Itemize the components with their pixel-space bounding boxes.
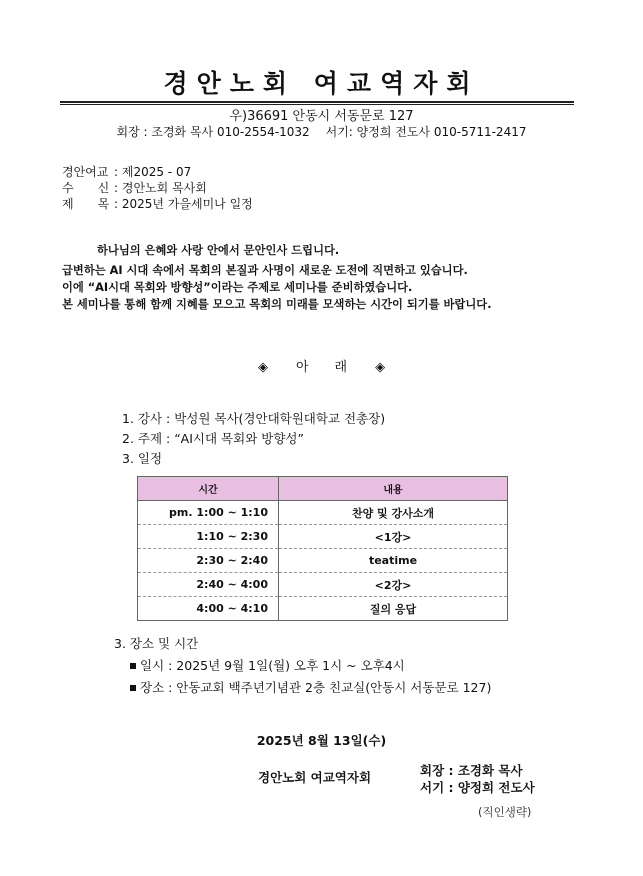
table-row <box>138 597 508 621</box>
document-title: 경안노회 여교역자회 <box>163 69 480 98</box>
content-cell: <1강> <box>279 525 508 549</box>
body-line-4: 본 세미나를 통해 함께 지혜를 모으고 목회의 미래를 모색하는 시간이 되기를 바랍니다. <box>62 298 492 311</box>
square-bullet-icon <box>130 663 136 669</box>
time-cell: 1:10 ~ 2:30 <box>138 525 279 549</box>
issue-date: 2025년 8월 13일(수) <box>256 733 387 748</box>
recipient-label: 수 신 <box>62 181 110 195</box>
location-text: 장소 : 안동교회 백주년기념관 2층 친교실(안동시 서동문로 127) <box>140 680 492 695</box>
table-header-row <box>138 477 508 501</box>
contact-line <box>0 123 643 140</box>
doc-number-value: : 제2025 - 07 <box>114 165 192 179</box>
secretary-contact: 서기: 양정희 전도사 010-5711-2417 <box>325 125 527 139</box>
secretary-signature: 서기 : 양정희 전도사 <box>420 780 535 795</box>
content-cell: <2강> <box>279 573 508 597</box>
table-row <box>138 549 508 573</box>
address: 우)36691 안동시 서동문로 127 <box>229 109 414 124</box>
time-cell: 2:30 ~ 2:40 <box>138 549 279 573</box>
section-heading <box>0 356 643 375</box>
president-signature: 회장 : 조경화 목사 <box>420 763 523 778</box>
title-rule-thick <box>60 101 574 103</box>
table-row <box>138 525 508 549</box>
content-column-header: 내용 <box>279 477 508 501</box>
time-cell: 4:00 ~ 4:10 <box>138 597 279 621</box>
table-row <box>138 501 508 525</box>
organization-name: 경안노회 여교역자회 <box>258 770 372 785</box>
square-bullet-icon <box>130 685 136 691</box>
content-cell: 질의 응답 <box>279 597 508 621</box>
greeting-line: 하나님의 은혜와 사랑 안에서 문안인사 드립니다. <box>97 244 340 257</box>
subject <box>62 195 253 212</box>
speaker-item: 1. 강사 : 박성원 목사(경안대학원대학교 전총장) <box>122 411 386 426</box>
doc-number-label: 경안여교 <box>62 165 109 179</box>
subject-value: : 2025년 가을세미나 일정 <box>114 197 253 211</box>
place-heading: 3. 장소 및 시간 <box>114 636 199 651</box>
time-cell: pm. 1:00 ~ 1:10 <box>138 501 279 525</box>
schedule-item: 3. 일정 <box>122 451 163 466</box>
schedule-table <box>137 476 508 621</box>
datetime-text: 일시 : 2025년 9월 1일(월) 오후 1시 ~ 오후4시 <box>140 658 405 673</box>
table-row <box>138 573 508 597</box>
content-cell: teatime <box>279 549 508 573</box>
content-cell: 찬양 및 강사소개 <box>279 501 508 525</box>
recipient-value: : 경안노회 목사회 <box>114 181 207 195</box>
doc-number <box>62 163 191 180</box>
seal-omitted-note: (직인생략) <box>478 805 532 819</box>
body-line-3: 이에 “AI시대 목회와 방향성”이라는 주제로 세미나를 준비하였습니다. <box>62 281 413 294</box>
location-item <box>130 678 491 696</box>
body-line-2: 급변하는 AI 시대 속에서 목회의 본질과 사명이 새로운 도전에 직면하고 있습니다. <box>62 264 468 277</box>
subject-label: 제 목 <box>62 197 110 211</box>
recipient <box>62 179 207 196</box>
datetime-item <box>130 656 405 674</box>
section-heading-text: 아 래 <box>295 360 348 375</box>
diamond-icon-right: ◈ <box>375 360 386 375</box>
theme-item: 2. 주제 : “AI시대 목회와 방향성” <box>122 431 304 446</box>
president-contact: 회장 : 조경화 목사 010-2554-1032 <box>116 125 310 139</box>
diamond-icon-left: ◈ <box>257 360 268 375</box>
time-cell: 2:40 ~ 4:00 <box>138 573 279 597</box>
time-column-header: 시간 <box>138 477 279 501</box>
